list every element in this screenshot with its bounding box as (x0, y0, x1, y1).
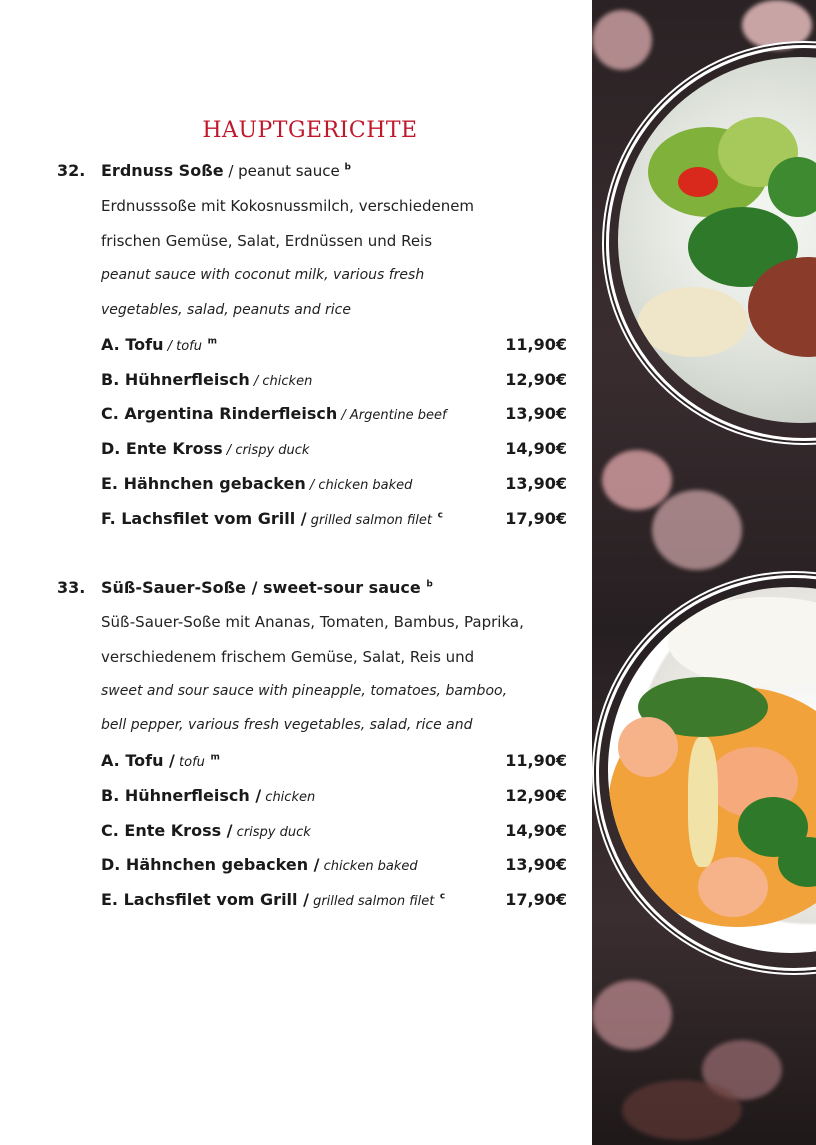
menu-option: D. Hähnchen gebacken / chicken baked (101, 855, 418, 874)
dish-description-de: frischen Gemüse, Salat, Erdnüssen und Reis (101, 232, 433, 250)
option-price: 12,90€ (505, 786, 567, 805)
menu-option: C. Ente Kross / crispy duck (101, 821, 311, 840)
dish-number: 32. (57, 161, 86, 180)
menu-option: A. Tofu / tofu $^m$ (101, 335, 217, 354)
dish-heading (101, 578, 433, 597)
allergen-mark: b (344, 162, 351, 173)
dish-name: Erdnuss Soße (101, 161, 224, 180)
option-price: 12,90€ (505, 370, 567, 389)
dish-heading (101, 161, 351, 180)
dish-description-de: Erdnusssoße mit Kokosnussmilch, verschiedenem (101, 197, 475, 215)
option-price: 13,90€ (505, 855, 567, 874)
dish-description-en: peanut sauce with coconut milk, various fresh (101, 267, 425, 283)
dish-description-en: vegetables, salad, peanuts and rice (101, 302, 351, 318)
menu-option: B. Hühnerfleisch / chicken (101, 786, 316, 805)
menu-option: E. Hähnchen gebacken / chicken baked (101, 474, 413, 493)
option-price: 17,90€ (505, 890, 567, 909)
food-photo-strip (592, 0, 816, 1145)
section-title: HAUPTGERICHTE (202, 118, 418, 143)
menu-option: E. Lachsfilet vom Grill / grilled salmon filet $^c$ (101, 890, 446, 909)
option-price: 13,90€ (505, 474, 567, 493)
option-price: 13,90€ (505, 404, 567, 423)
dish-description-de: Süß-Sauer-Soße mit Ananas, Tomaten, Bambus, Paprika, (101, 613, 524, 631)
dish-description-de: verschiedenem frischem Gemüse, Salat, Reis und (101, 648, 475, 666)
menu-option: A. Tofu / tofu $^m$ (101, 751, 220, 770)
option-price: 17,90€ (505, 509, 567, 528)
dish-description-en: bell pepper, various fresh vegetables, salad, rice and (101, 717, 473, 733)
menu-option: B. Hühnerfleisch / chicken (101, 370, 313, 389)
dish-description-en: sweet and sour sauce with pineapple, tomatoes, bamboo, (101, 683, 508, 699)
menu-option: D. Ente Kross / crispy duck (101, 439, 310, 458)
dish-name-en: / peanut sauce (223, 162, 345, 180)
option-price: 11,90€ (505, 335, 567, 354)
menu-option: F. Lachsfilet vom Grill / grilled salmon filet $^c$ (101, 509, 443, 528)
dish-name: Süß-Sauer-Soße / sweet-sour sauce (101, 578, 421, 597)
option-price: 14,90€ (505, 439, 567, 458)
allergen-mark: b (426, 579, 433, 590)
option-price: 11,90€ (505, 751, 567, 770)
dish-number: 33. (57, 578, 86, 597)
menu-option: C. Argentina Rinderfleisch / Argentine beef (101, 404, 447, 423)
option-price: 14,90€ (505, 821, 567, 840)
